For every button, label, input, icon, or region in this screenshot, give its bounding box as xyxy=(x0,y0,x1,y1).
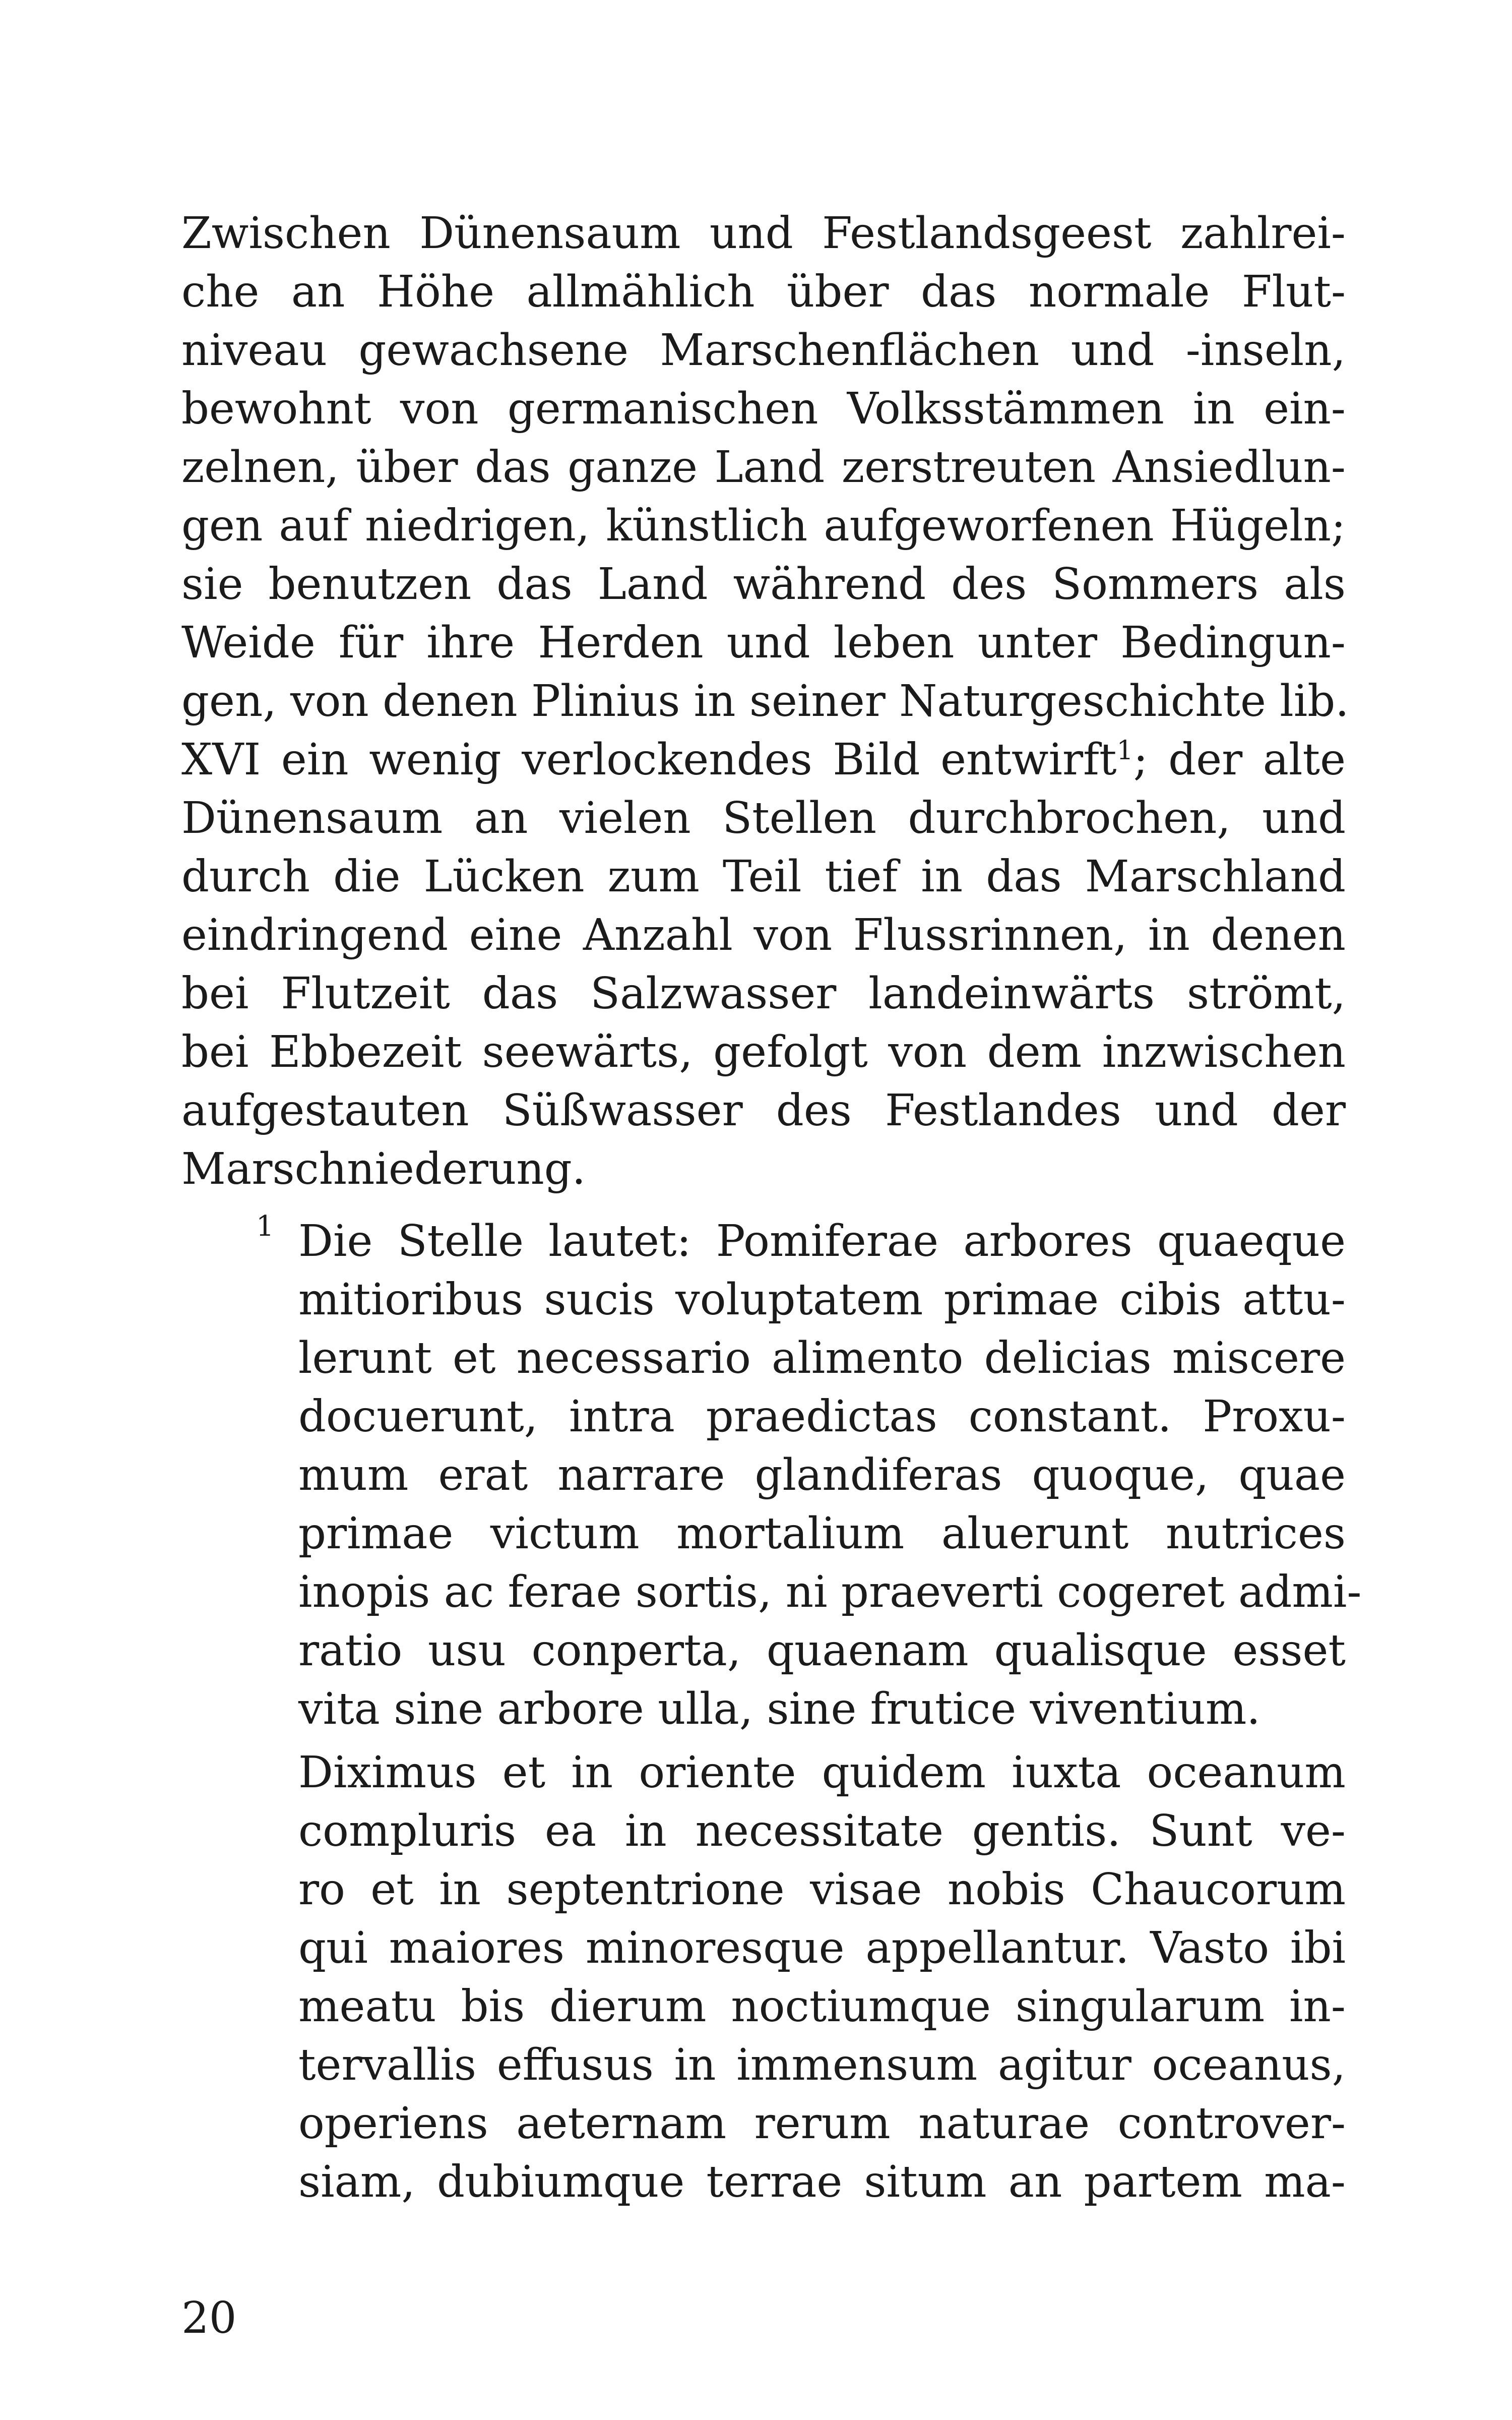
footnote-line: compluris ea in necessitate gentis. Sunt ve- xyxy=(298,1806,1346,1856)
footnote-line: siam, dubiumque terrae situm an partem ma- xyxy=(298,2157,1346,2207)
footnote-line: meatu bis dierum noctiumque singularum in- xyxy=(298,1981,1346,2032)
main-line-12: durch die Lücken zum Teil tief in das Marschland xyxy=(181,852,1346,902)
main-line-9: gen, von denen Plinius in seiner Naturgeschichte lib. xyxy=(181,676,1349,727)
main-line-8: Weide für ihre Herden und leben unter Bedingun- xyxy=(181,618,1346,668)
main-line-10-tail: ; der alte xyxy=(1133,735,1346,785)
footnote-line: operiens aeternam rerum naturae controver- xyxy=(298,2098,1346,2149)
footnote-marker: 1 xyxy=(256,1210,274,1243)
main-line-6: gen auf niedrigen, künstlich aufgeworfenen Hügeln; xyxy=(181,501,1346,551)
footnote-line: lerunt et necessario alimento delicias miscere xyxy=(298,1333,1346,1383)
footnote-reference[interactable]: 1 xyxy=(1116,736,1133,766)
main-line-16: aufgestauten Süßwasser des Festlandes und der xyxy=(181,1085,1346,1136)
footnote-line: Diximus et in oriente quidem iuxta oceanum xyxy=(298,1747,1346,1798)
footnote-line: Die Stelle lautet: Pomiferae arbores quaeque xyxy=(298,1216,1346,1266)
main-paragraph xyxy=(181,204,1349,1198)
footnote-line: tervallis effusus in immensum agitur oceanus, xyxy=(298,2040,1346,2090)
main-line-11: Dünensaum an vielen Stellen durchbrochen, und xyxy=(181,793,1346,843)
footnote-line: vita sine arbore ulla, sine frutice viventium. xyxy=(298,1684,1261,1734)
main-line-3: niveau gewachsene Marschenflächen und -inseln, xyxy=(181,325,1346,376)
main-line-2: che an Höhe allmählich über das normale Flut- xyxy=(181,267,1346,317)
main-line-15: bei Ebbezeit seewärts, gefolgt von dem inzwischen xyxy=(181,1027,1346,1077)
main-line-13: eindringend eine Anzahl von Flussrinnen, in denen xyxy=(181,910,1346,960)
footnote-line: docuerunt, intra praedictas constant. Proxu- xyxy=(298,1392,1346,1442)
footnote-line: primae victum mortalium aluerunt nutrices xyxy=(298,1508,1346,1559)
main-line-7: sie benutzen das Land während des Sommers als xyxy=(181,559,1346,610)
footnote-paragraph-1 xyxy=(298,1212,1362,1738)
main-line-17: Marschniederung. xyxy=(181,1144,586,1194)
footnote-line: mum erat narrare glandiferas quoque, quae xyxy=(298,1450,1346,1500)
main-line-10-text: XVI ein wenig verlockendes Bild entwirft xyxy=(181,735,1117,785)
main-line-5: zelnen, über das ganze Land zerstreuten Ansiedlun- xyxy=(181,442,1346,493)
footnote-line: ro et in septentrione visae nobis Chaucorum xyxy=(298,1864,1346,1915)
main-line-14: bei Flutzeit das Salzwasser landeinwärts strömt, xyxy=(181,969,1346,1019)
footnote-line: qui maiores minoresque appellantur. Vasto ibi xyxy=(298,1923,1346,1973)
footnote-line: inopis ac ferae sortis, ni praeverti cogeret admi- xyxy=(298,1567,1362,1617)
main-line-4: bewohnt von germanischen Volksstämmen in ein- xyxy=(181,384,1346,434)
footnote-line: ratio usu conperta, quaenam qualisque esset xyxy=(298,1625,1346,1676)
page-number: 20 xyxy=(181,2293,237,2343)
main-line-10 xyxy=(181,731,1346,789)
main-line-1: Zwischen Dünensaum und Festlandsgeest zahlrei- xyxy=(181,208,1346,259)
footnote-line: mitioribus sucis voluptatem primae cibis attu- xyxy=(298,1275,1346,1325)
footnote-paragraph-2 xyxy=(298,1743,1346,2211)
